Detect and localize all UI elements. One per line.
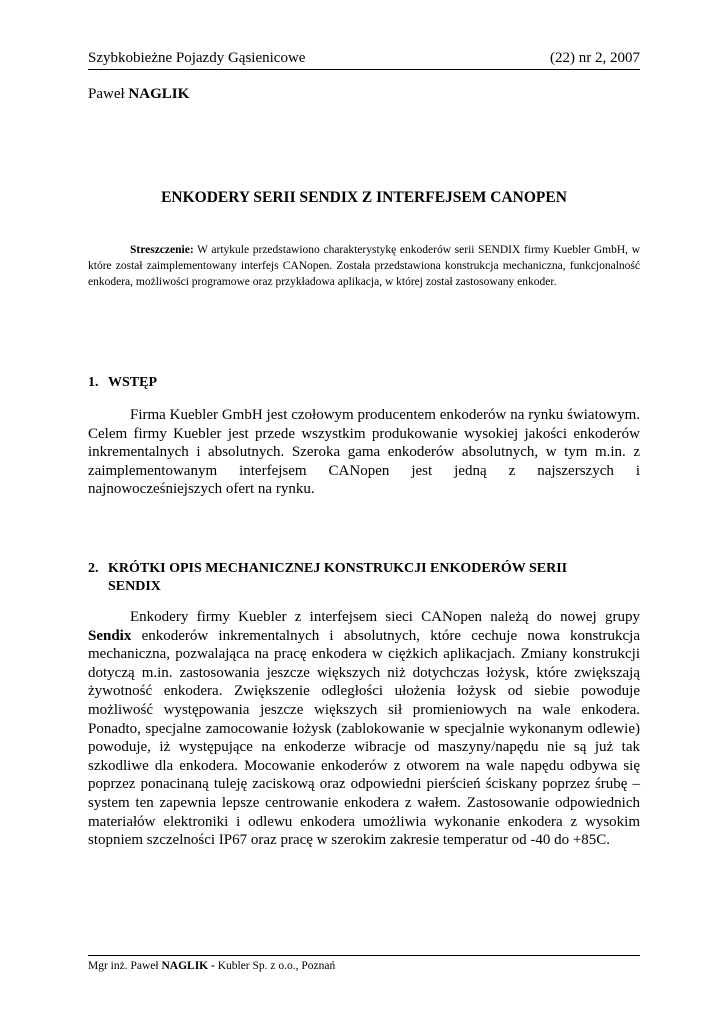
section-2-title-line2: SENDIX (108, 579, 161, 594)
section-1-number: 1. (88, 375, 99, 390)
section-2-text-start: Enkodery firmy Kuebler z interfejsem sieci CANopen należą do nowej grupy (130, 609, 640, 625)
section-1-heading (88, 374, 157, 392)
author-first-name: Paweł (88, 86, 125, 102)
footnote-name: NAGLIK - (161, 960, 215, 972)
section-2-title-line1: KRÓTKI OPIS MECHANICZNEJ KONSTRUKCJI ENKODERÓW SERII (108, 561, 568, 576)
author-line (88, 86, 189, 103)
footnote (88, 955, 640, 972)
running-header (88, 50, 640, 70)
section-1-body (88, 406, 640, 499)
section-2-number: 2. (88, 561, 99, 576)
issue-number: (22) nr 2, 2007 (550, 50, 640, 66)
abstract-text: W artykule przedstawiono charakterystykę enkoderów serii SENDIX firmy Kuebler GmbH, w które został zaimplementowany interfejs CANopen. Została przedstawiona konstrukcja mechaniczna, funkcjonalność enkodera, możliwości programowe oraz przykładowa aplikacja, w której został zastosowany enkoder. (88, 244, 640, 288)
journal-name: Szybkobieżne Pojazdy Gąsienicowe (88, 50, 306, 66)
section-2-body (88, 608, 640, 850)
section-1-paragraph: Firma Kuebler GmbH jest czołowym producentem enkoderów na rynku światowym. Celem firmy Kuebler jest przede wszystkim produkowanie wysokiej jakości enkoderów inkrementalnych i absolutnych. Szeroka gama enkoderów absolutnych, w tym m.in. z zaimplementowanym interfejsem CANopen jest jedną z najszerszych i najnowocześniejszych ofert na rynku. (88, 407, 640, 498)
footnote-affiliation: Kubler Sp. z o.o., Poznań (214, 960, 336, 972)
abstract-label: Streszczenie: (130, 244, 194, 256)
section-2-heading (88, 560, 640, 596)
section-2-paragraph (88, 608, 640, 850)
section-2-text-end: enkoderów inkrementalnych i absolutnych, które cechuje nowa konstrukcja mechaniczna, pozwalająca na pracę enkodera w ciężkich aplikacjach. Zmiany konstrukcji dotyczą m.in. zastosowania jeszcze większych niż dotychczas łożysk, które zwiększają żywotność enkodera. Zwiększenie odległości ułożenia łożysk od siebie powoduje możliwość występowania jeszcze większych sił promieniowych na wale enkodera. Ponadto, specjalne zamocowanie łożysk (zablokowanie w specjalnie wykonanym odlewie) powoduje, iż występujące na enkoderze wibracje od maszyny/napędu nie są już tak szkodliwe dla enkodera. Mocowanie enkoderów z otworem na wale napędu odbywa się poprzez ponacinaną tuleję zaciskową oraz odpowiedni pierścień ściskany poprzez śrubę – system ten zapewnia lepsze centrowanie enkodera z wałem. Zastosowanie odpowiednich materiałów elektroniki i odlewu enkodera umożliwia wykonanie enkodera z wysokim stopniem szczelności IP67 oraz pracę w szerokim zakresie temperatur od -40 do +85C. (88, 627, 640, 849)
abstract (88, 242, 640, 290)
author-last-name: NAGLIK (128, 86, 190, 102)
section-1-title: WSTĘP (108, 375, 158, 390)
section-2-text-bold: Sendix (88, 627, 132, 644)
paper-title: ENKODERY SERII SENDIX Z INTERFEJSEM CANOPEN (161, 189, 567, 206)
footnote-prefix: Mgr inż. Paweł (88, 960, 162, 972)
